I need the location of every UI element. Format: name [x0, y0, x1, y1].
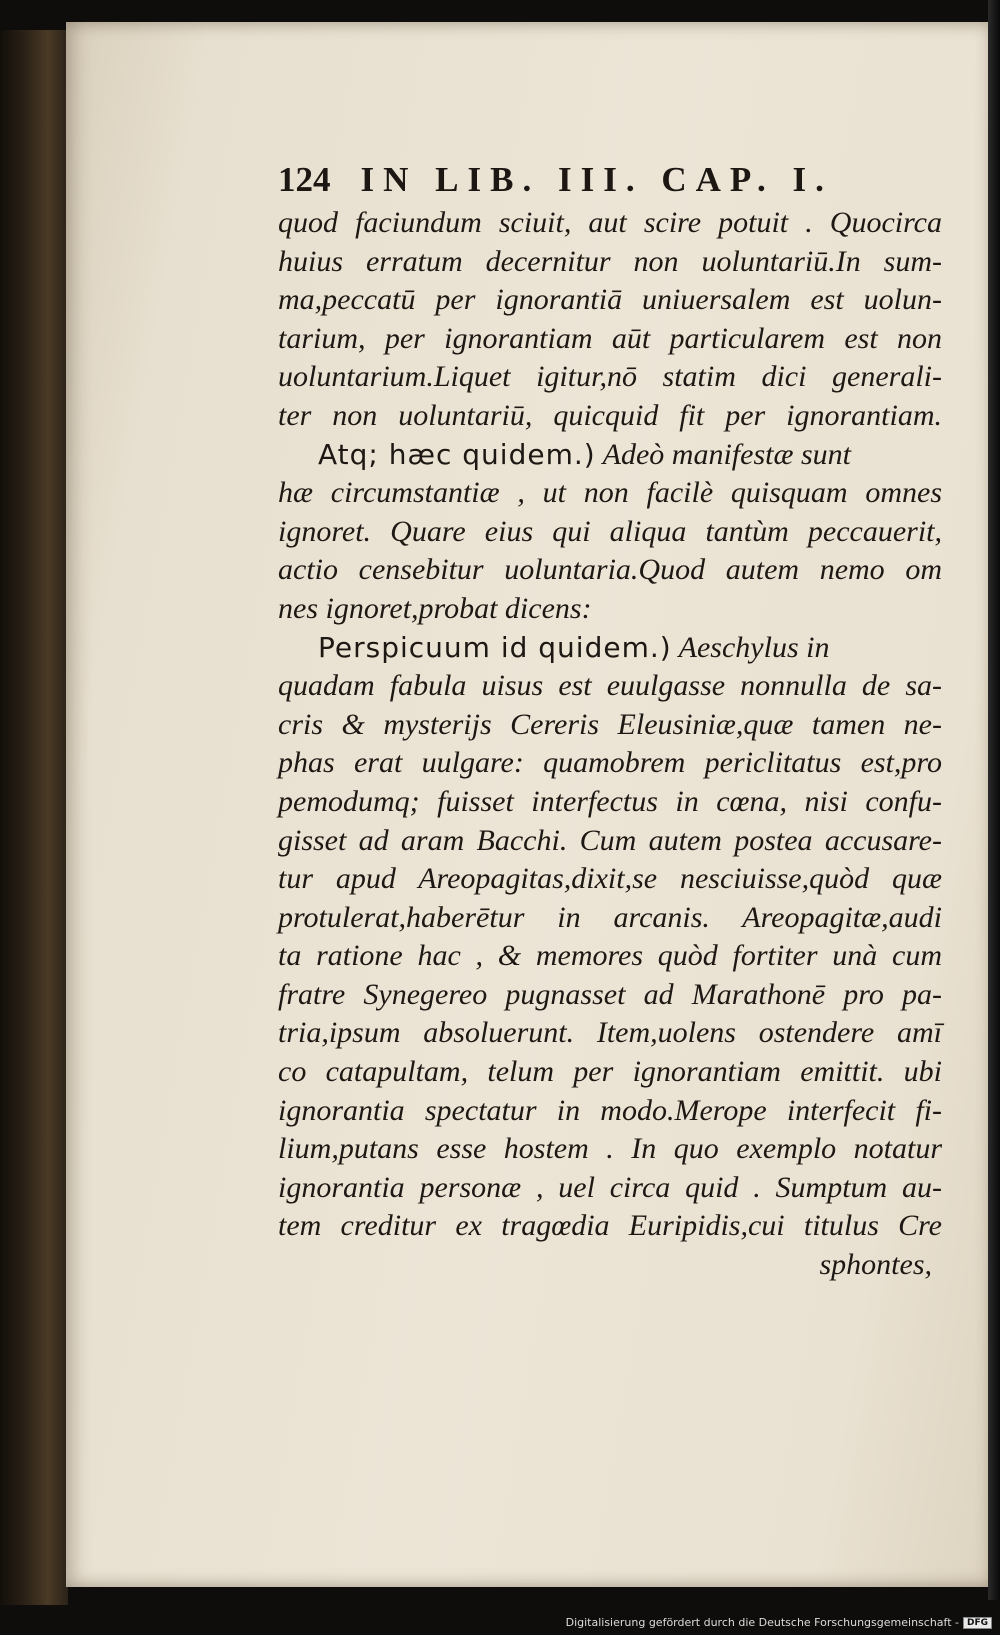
- text-line: ignorantia spectatur in modo.Merope interfecit fi-: [278, 1093, 942, 1127]
- text-line: lium,putans esse hostem . In quo exemplo notatur: [278, 1132, 942, 1166]
- text-line: tarium, per ignorantiam aūt particularem est non: [278, 321, 942, 355]
- dfg-logo: DFG: [963, 1617, 992, 1629]
- text-line: huius erratum decernitur non uoluntariū.In sum-: [278, 244, 942, 278]
- lemma: Perspicuum id quidem.): [318, 630, 672, 664]
- text-line: ma,peccatū per ignorantiā uniuersalem est uolun-: [278, 283, 942, 317]
- text-line: tria,ipsum absoluerunt. Item,uolens ostendere amī: [278, 1016, 942, 1050]
- page-number: 124: [278, 160, 331, 199]
- text-line: quadam fabula uisus est euulgasse nonnulla de sa-: [278, 669, 942, 703]
- page-body: [278, 204, 942, 1285]
- running-head: IN LIB. III. CAP. I.: [360, 160, 833, 199]
- text-line: gisset ad aram Bacchi. Cum autem postea accusare-: [278, 823, 942, 857]
- text-line: uoluntarium.Liquet igitur,nō statim dici generali-: [278, 360, 942, 394]
- text-line: tem creditur ex tragœdia Euripidis,cui titulus Cre: [278, 1209, 942, 1243]
- text-line: ta ratione hac , & memores quòd fortiter unà cum: [278, 939, 942, 973]
- book-spine: [0, 30, 68, 1605]
- text-line: cris & mysterijs Cereris Eleusiniæ,quæ tamen ne-: [278, 707, 942, 741]
- catchword: sphontes,: [819, 1248, 932, 1282]
- lemma: Atq; hæc quidem.): [318, 437, 596, 471]
- text-line: phas erat uulgare: quamobrem periclitatus est,pro: [278, 746, 942, 780]
- text-line: nes ignoret,probat dicens:: [278, 591, 592, 625]
- text-line: fratre Synegereo pugnasset ad Marathonē pro pa-: [278, 977, 942, 1011]
- text-line: quod faciundum sciuit, aut scire potuit . Quocirca: [278, 206, 942, 239]
- credit-text: Digitalisierung gefördert durch die Deutsche Forschungsgemeinschaft -: [565, 1616, 959, 1629]
- text-line: ter non uoluntariū, quicquid fit per ignorantiam.: [278, 398, 942, 432]
- text-line: pemodumq; fuisset interfectus in cœna, nisi confu-: [278, 784, 942, 818]
- text-line: hæ circumstantiæ , ut non facilè quisquam omnes: [278, 476, 942, 510]
- text-line: tur apud Areopagitas,dixit,se nesciuisse,quòd quæ: [278, 862, 942, 896]
- text-line: ignoret. Quare eius qui aliqua tantùm peccauerit,: [278, 514, 942, 548]
- text-run: Adeò manifestæ sunt: [602, 437, 851, 471]
- text-run: Aeschylus in: [678, 630, 830, 664]
- text-line: ignorantia personæ , uel circa quid . Sumptum au-: [278, 1170, 942, 1204]
- paragraph-start: [278, 436, 942, 475]
- running-header: [278, 160, 978, 200]
- scan-edge: [988, 0, 1000, 1600]
- paragraph-start: [278, 629, 942, 668]
- text-line: protulerat,haberētur in arcanis. Areopagitæ,audi: [278, 900, 942, 934]
- text-line: actio censebitur uoluntaria.Quod autem nemo om: [278, 553, 942, 587]
- digitization-credit: [566, 1616, 992, 1629]
- text-line: co catapultam, telum per ignorantiam emittit. ubi: [278, 1055, 942, 1089]
